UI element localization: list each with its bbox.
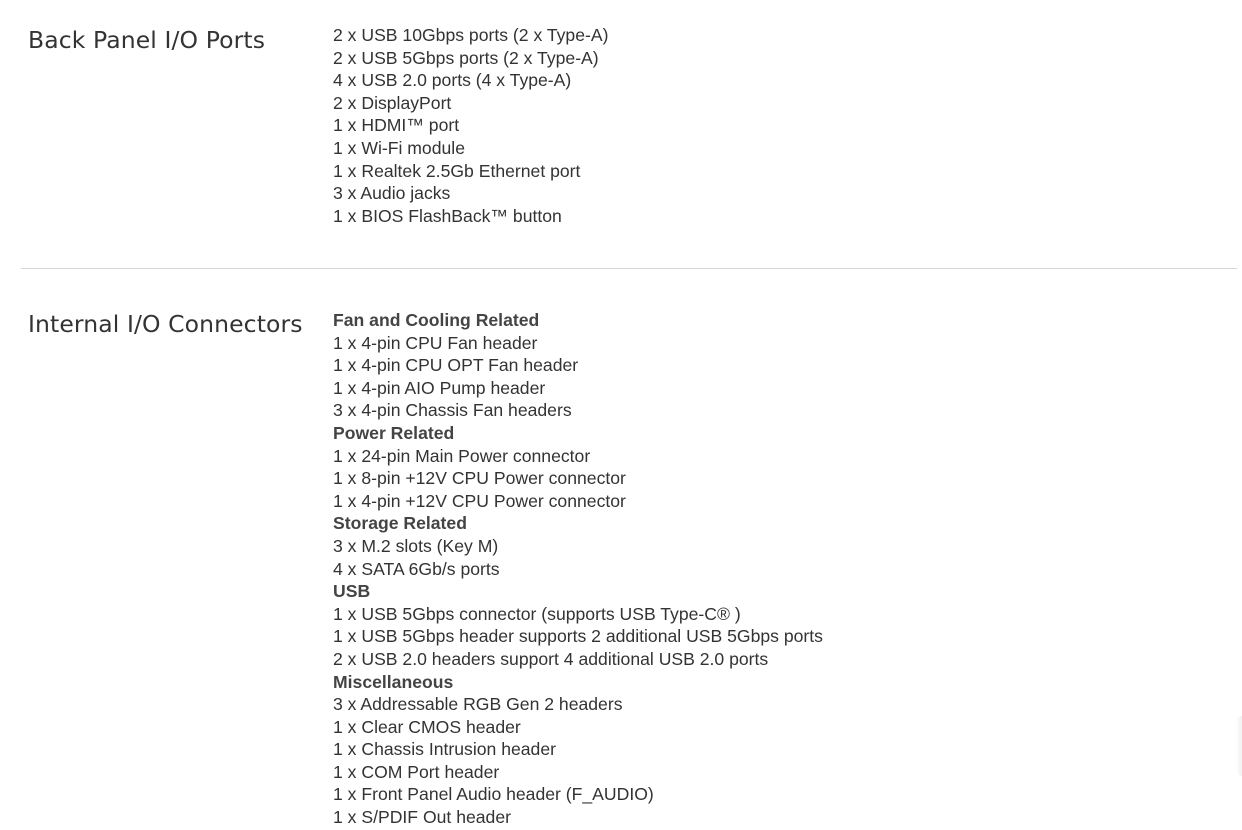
spec-item: 1 x 4-pin +12V CPU Power connector bbox=[333, 490, 626, 511]
back-panel-io-list bbox=[333, 24, 608, 227]
spec-item: 4 x SATA 6Gb/s ports bbox=[333, 558, 500, 579]
spec-item: 2 x USB 10Gbps ports (2 x Type-A) bbox=[333, 25, 609, 45]
spec-item: 1 x 4-pin CPU OPT Fan header bbox=[333, 355, 579, 376]
spec-item: 1 x USB 5Gbps header supports 2 additional USB 5Gbps ports bbox=[333, 626, 823, 647]
group-heading-storage: Storage Related bbox=[333, 513, 467, 534]
spec-item: 3 x Audio jacks bbox=[333, 183, 451, 204]
spec-item: 1 x 24-pin Main Power connector bbox=[333, 445, 591, 466]
back-panel-io-section bbox=[0, 0, 1242, 268]
spec-item: 3 x 4-pin Chassis Fan headers bbox=[333, 400, 572, 421]
spec-item: 1 x Wi-Fi module bbox=[333, 137, 465, 158]
internal-io-section bbox=[0, 269, 1242, 830]
spec-item: 1 x HDMI™ port bbox=[333, 115, 460, 136]
edge-shadow bbox=[1236, 716, 1242, 776]
group-heading-usb: USB bbox=[333, 581, 371, 602]
spec-item: 1 x Clear CMOS header bbox=[333, 716, 521, 737]
spec-item: 1 x Realtek 2.5Gb Ethernet port bbox=[333, 160, 581, 181]
spec-item: 1 x 8-pin +12V CPU Power connector bbox=[333, 468, 626, 489]
internal-io-title: Internal I/O Connectors bbox=[28, 310, 303, 338]
spec-item: 2 x USB 2.0 headers support 4 additional USB 2.0 ports bbox=[333, 648, 769, 669]
spec-item: 4 x USB 2.0 ports (4 x Type-A) bbox=[333, 70, 572, 91]
spec-item: 2 x DisplayPort bbox=[333, 92, 452, 113]
group-heading-power: Power Related bbox=[333, 422, 455, 443]
spec-item: 1 x Front Panel Audio header (F_AUDIO) bbox=[333, 784, 654, 805]
group-heading-miscellaneous: Miscellaneous bbox=[333, 671, 454, 692]
group-heading-fan-cooling: Fan and Cooling Related bbox=[333, 310, 540, 330]
spec-item: 2 x USB 5Gbps ports (2 x Type-A) bbox=[333, 47, 599, 68]
spec-item: 1 x S/PDIF Out header bbox=[333, 807, 511, 828]
spec-item: 1 x 4-pin AIO Pump header bbox=[333, 377, 546, 398]
spec-item: 1 x USB 5Gbps connector (supports USB Type-C® ) bbox=[333, 603, 741, 624]
back-panel-io-title: Back Panel I/O Ports bbox=[28, 26, 266, 54]
spec-item: 3 x M.2 slots (Key M) bbox=[333, 535, 499, 556]
spec-item: 1 x 4-pin CPU Fan header bbox=[333, 332, 538, 353]
spec-item: 1 x BIOS FlashBack™ button bbox=[333, 205, 562, 226]
spec-item: 3 x Addressable RGB Gen 2 headers bbox=[333, 694, 623, 715]
internal-io-list bbox=[333, 309, 823, 829]
spec-item: 1 x COM Port header bbox=[333, 761, 500, 782]
spec-item: 1 x Chassis Intrusion header bbox=[333, 739, 556, 760]
